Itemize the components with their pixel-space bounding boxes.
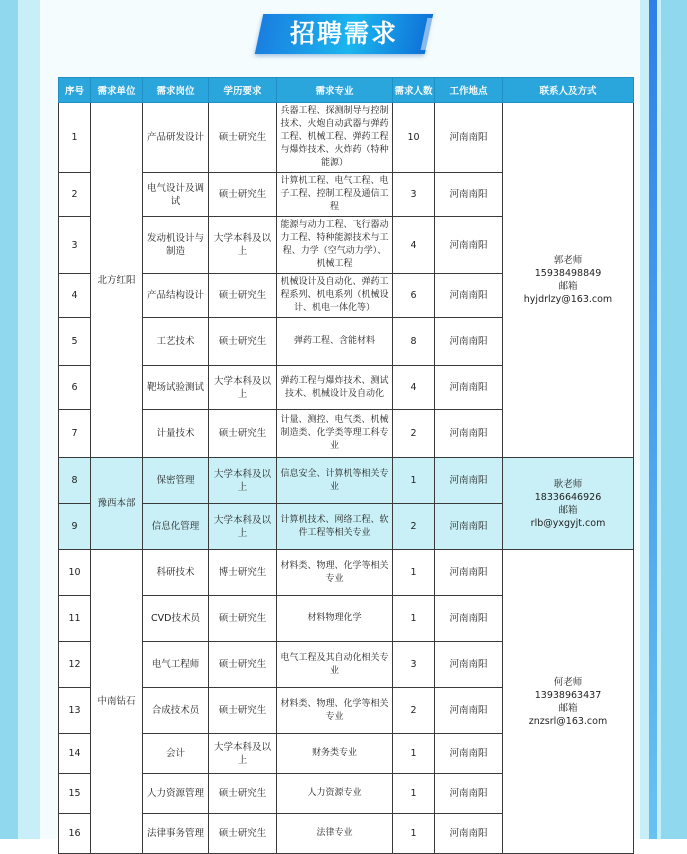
cell-major: 兵器工程、探测制导与控制技术、火炮自动武器与弹药工程、机械工程、弹药工程与爆炸技术、火炸药（特种能源）: [277, 103, 393, 173]
cell-post: 工艺技术: [143, 318, 209, 366]
cell-edu: 硕士研究生: [209, 688, 277, 734]
cell-count: 1: [393, 550, 435, 596]
cell-location: 河南南阳: [435, 596, 503, 642]
cell-post: 电气设计及调试: [143, 173, 209, 217]
header-count: 需求人数: [393, 78, 435, 103]
table-row: [59, 103, 634, 173]
cell-count: 6: [393, 274, 435, 318]
cell-location: 河南南阳: [435, 688, 503, 734]
cell-major: 计量、测控、电气类、机械制造类、化学类等理工科专业: [277, 410, 393, 458]
cell-edu: 硕士研究生: [209, 274, 277, 318]
cell-post: 产品研发设计: [143, 103, 209, 173]
cell-count: 8: [393, 318, 435, 366]
cell-unit: 豫西本部: [91, 458, 143, 550]
header-post: 需求岗位: [143, 78, 209, 103]
contact-email: znzsrl@163.com: [528, 715, 608, 727]
cell-edu: 硕士研究生: [209, 596, 277, 642]
cell-no: 9: [59, 504, 91, 550]
cell-major: 能源与动力工程、飞行器动力工程、特种能源技术与工程、力学（空气动力学）、机械工程: [277, 217, 393, 274]
table-header-row: [59, 78, 634, 103]
cell-count: 2: [393, 410, 435, 458]
contact-phone: 18336646926: [534, 491, 602, 503]
cell-count: 1: [393, 814, 435, 854]
header-location: 工作地点: [435, 78, 503, 103]
table-row: [59, 458, 634, 504]
cell-no: 7: [59, 410, 91, 458]
cell-no: 13: [59, 688, 91, 734]
cell-major: 计算机技术、网络工程、软件工程等相关专业: [277, 504, 393, 550]
contact-email: rlb@yxgyjt.com: [530, 517, 606, 529]
cell-post: 产品结构设计: [143, 274, 209, 318]
cell-location: 河南南阳: [435, 734, 503, 774]
cell-edu: 大学本科及以上: [209, 366, 277, 410]
contact-person: 郭老师: [553, 255, 583, 266]
cell-count: 4: [393, 217, 435, 274]
page-title: 招聘需求: [289, 19, 398, 48]
cell-major: 法律专业: [277, 814, 393, 854]
cell-edu: 大学本科及以上: [209, 504, 277, 550]
header-contact: 联系人及方式: [503, 78, 634, 103]
cell-no: 12: [59, 642, 91, 688]
cell-no: 2: [59, 173, 91, 217]
cell-unit: 北方红阳: [91, 103, 143, 458]
cell-location: 河南南阳: [435, 173, 503, 217]
cell-no: 8: [59, 458, 91, 504]
cell-post: 发动机设计与制造: [143, 217, 209, 274]
contact-phone: 15938498849: [534, 268, 602, 279]
cell-contact: [503, 550, 634, 854]
background-left-inner: [18, 0, 40, 839]
cell-major: 弹药工程与爆炸技术、测试技术、机械设计及自动化: [277, 366, 393, 410]
cell-edu: 大学本科及以上: [209, 458, 277, 504]
cell-post: 靶场试验测试: [143, 366, 209, 410]
cell-edu: 硕士研究生: [209, 410, 277, 458]
cell-location: 河南南阳: [435, 103, 503, 173]
cell-location: 河南南阳: [435, 774, 503, 814]
cell-edu: 硕士研究生: [209, 774, 277, 814]
cell-location: 河南南阳: [435, 366, 503, 410]
cell-post: 法律事务管理: [143, 814, 209, 854]
cell-post: 电气工程师: [143, 642, 209, 688]
cell-edu: 硕士研究生: [209, 318, 277, 366]
cell-no: 5: [59, 318, 91, 366]
cell-post: CVD技术员: [143, 596, 209, 642]
cell-major: 材料类、物理、化学等相关专业: [277, 688, 393, 734]
cell-count: 1: [393, 596, 435, 642]
cell-post: 计量技术: [143, 410, 209, 458]
header-unit: 需求单位: [91, 78, 143, 103]
cell-no: 4: [59, 274, 91, 318]
recruitment-table: [58, 77, 634, 854]
cell-major: 财务类专业: [277, 734, 393, 774]
cell-no: 6: [59, 366, 91, 410]
cell-post: 人力资源管理: [143, 774, 209, 814]
cell-location: 河南南阳: [435, 814, 503, 854]
cell-contact: [503, 458, 634, 550]
cell-location: 河南南阳: [435, 642, 503, 688]
cell-location: 河南南阳: [435, 458, 503, 504]
cell-location: 河南南阳: [435, 504, 503, 550]
cell-edu: 硕士研究生: [209, 173, 277, 217]
contact-email: hyjdrlzy@163.com: [523, 294, 613, 305]
cell-contact: [503, 103, 634, 458]
cell-major: 材料物理化学: [277, 596, 393, 642]
cell-major: 材料类、物理、化学等相关专业: [277, 550, 393, 596]
contact-phone: 13938963437: [534, 689, 602, 701]
cell-no: 14: [59, 734, 91, 774]
cell-count: 1: [393, 734, 435, 774]
cell-no: 11: [59, 596, 91, 642]
cell-count: 2: [393, 504, 435, 550]
cell-count: 1: [393, 458, 435, 504]
cell-major: 弹药工程、含能材料: [277, 318, 393, 366]
cell-edu: 大学本科及以上: [209, 217, 277, 274]
cell-count: 1: [393, 774, 435, 814]
cell-no: 1: [59, 103, 91, 173]
header-no: 序号: [59, 78, 91, 103]
cell-location: 河南南阳: [435, 318, 503, 366]
contact-email-label: 邮箱: [558, 702, 578, 714]
cell-edu: 硕士研究生: [209, 103, 277, 173]
cell-edu: 大学本科及以上: [209, 734, 277, 774]
cell-no: 15: [59, 774, 91, 814]
cell-no: 3: [59, 217, 91, 274]
cell-location: 河南南阳: [435, 410, 503, 458]
cell-post: 合成技术员: [143, 688, 209, 734]
cell-major: 电气工程及其自动化相关专业: [277, 642, 393, 688]
cell-edu: 硕士研究生: [209, 642, 277, 688]
cell-post: 保密管理: [143, 458, 209, 504]
contact-person: 耿老师: [553, 478, 583, 490]
cell-location: 河南南阳: [435, 217, 503, 274]
cell-count: 10: [393, 103, 435, 173]
cell-count: 3: [393, 642, 435, 688]
cell-edu: 博士研究生: [209, 550, 277, 596]
cell-edu: 硕士研究生: [209, 814, 277, 854]
cell-count: 2: [393, 688, 435, 734]
background-right-bar: [649, 0, 657, 839]
cell-post: 信息化管理: [143, 504, 209, 550]
table-row: [59, 550, 634, 596]
cell-location: 河南南阳: [435, 550, 503, 596]
cell-major: 信息安全、计算机等相关专业: [277, 458, 393, 504]
cell-location: 河南南阳: [435, 274, 503, 318]
cell-unit: 中南钻石: [91, 550, 143, 854]
cell-count: 4: [393, 366, 435, 410]
contact-person: 何老师: [553, 676, 583, 688]
cell-major: 机械设计及自动化、弹药工程系列、机电系列（机械设计、机电一体化等）: [277, 274, 393, 318]
cell-no: 16: [59, 814, 91, 854]
contact-email-label: 邮箱: [558, 281, 578, 292]
cell-count: 3: [393, 173, 435, 217]
cell-major: 计算机工程、电气工程、电子工程、控制工程及通信工程: [277, 173, 393, 217]
cell-post: 会计: [143, 734, 209, 774]
cell-no: 10: [59, 550, 91, 596]
cell-post: 科研技术: [143, 550, 209, 596]
cell-major: 人力资源专业: [277, 774, 393, 814]
contact-email-label: 邮箱: [558, 504, 578, 516]
header-edu: 学历要求: [209, 78, 277, 103]
header-major: 需求专业: [277, 78, 393, 103]
